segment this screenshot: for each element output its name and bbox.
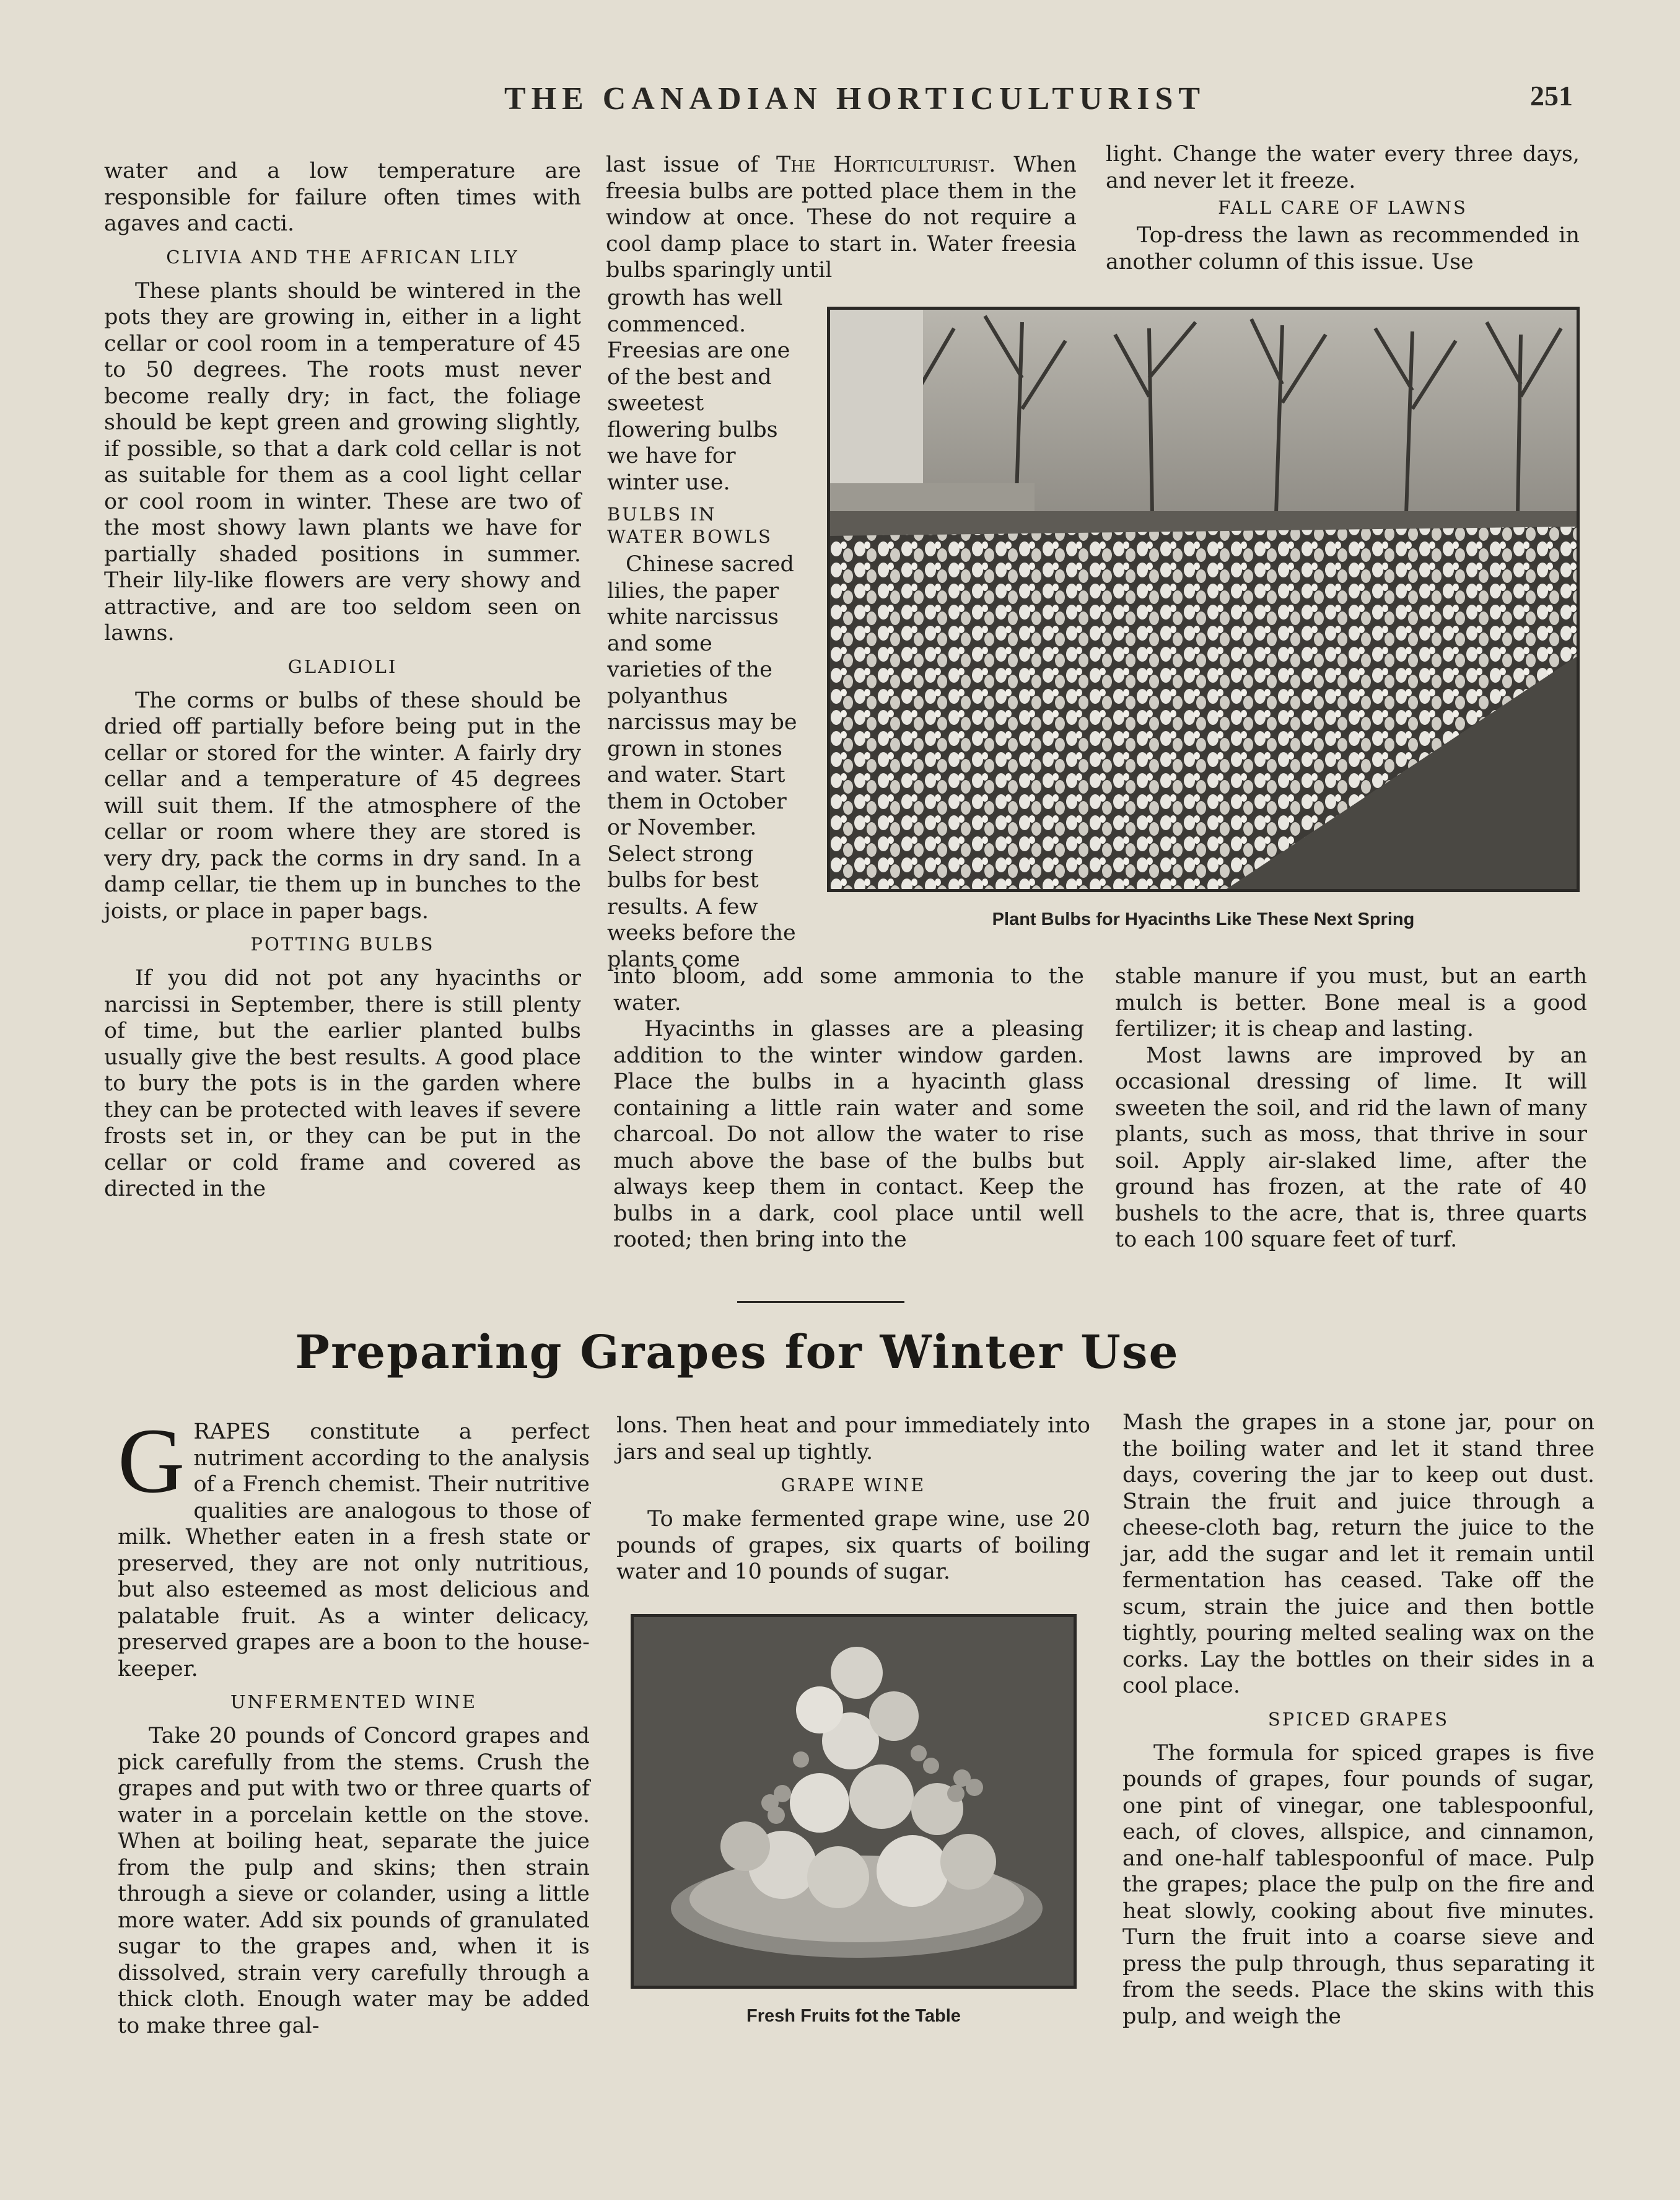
paragraph: stable manure if you must, but an earth mulch is better. Bone meal is a good fertilizer; it is cheap and lasting. bbox=[1115, 964, 1587, 1041]
paragraph: Take 20 pounds of Concord grapes and pick carefully from the stems. Crush the grapes and put with two or three quarts of water in a porcelain kettle on the stove. When at boiling heat, separate the juice from the pulp and skins; then strain through a sieve or colander, using a little more water. Add six pounds of granulated sugar to the grapes and, when it is dissolved, strain very carefully through a thick cloth. Enough water may be added to make three gal- bbox=[118, 1724, 590, 2038]
article-column-3 bbox=[1122, 1409, 1595, 2030]
top-column-2-upper bbox=[606, 152, 1077, 284]
subheading: CLIVIA AND THE AFRICAN LILY bbox=[166, 246, 519, 268]
top-column-2-narrow bbox=[607, 285, 799, 973]
article-column-2 bbox=[616, 1413, 1090, 1585]
subheading: POTTING BULBS bbox=[250, 934, 435, 955]
magazine-name: The Horticulturist bbox=[776, 152, 989, 177]
text: RAPES constitute a perfect nutriment according to the analysis of a French chemist. Their nutritive qualities are analogous to those of milk. Whether eaten in a fresh state or preserved, they are not only nutritious, but also esteemed as most delicious and palatable fruit. As a winter delicacy, preserved grapes are a boon to the house-keeper. bbox=[118, 1419, 590, 1681]
paragraph: light. Change the water every three days, and never let it freeze. bbox=[1106, 142, 1580, 193]
subheading: GRAPE WINE bbox=[781, 1475, 926, 1496]
text: last issue of bbox=[606, 152, 759, 177]
subheading: BULBS IN WATER BOWLS bbox=[607, 504, 772, 547]
paragraph: Chinese sacred lilies, the paper white narcissus and some varieties of the polyanthus narcissus may be grown in stones and water. Start them in October or November. Select strong bulbs for best results. A few weeks before the plants come bbox=[607, 552, 797, 972]
paragraph: If you did not pot any hyacinths or narcissi in September, there is still plenty of time, but the earlier planted bulbs usually give the best results. A good place to bury the pots is in the garden where they can be protected with leaves if severe frosts set in, or they can be put in the cellar or cold frame and covered as directed in the bbox=[104, 966, 581, 1201]
photo-caption: Fresh Fruits fot the Table bbox=[746, 2006, 961, 2026]
paragraph: into bloom, add some ammonia to the water. bbox=[613, 964, 1084, 1015]
article-column-1 bbox=[118, 1409, 590, 2039]
subheading: UNFERMENTED WINE bbox=[230, 1691, 477, 1712]
drop-cap: G bbox=[118, 1409, 185, 1512]
hyacinth-garden-picture bbox=[830, 310, 1577, 889]
fruit-bowl-photo bbox=[631, 1614, 1077, 1989]
subheading: SPICED GRAPES bbox=[1267, 1708, 1450, 1730]
article-headline: Preparing Grapes for Winter Use bbox=[295, 1326, 1179, 1379]
top-column-1 bbox=[104, 158, 581, 1203]
photo-caption: Plant Bulbs for Hyacinths Like These Next Spring bbox=[992, 909, 1415, 929]
page-number: 251 bbox=[1530, 80, 1573, 112]
paragraph: To make fermented grape wine, use 20 pounds of grapes, six quarts of boiling water and 10 pounds of sugar. bbox=[616, 1507, 1090, 1584]
paragraph: Top-dress the lawn as recommended in another column of this issue. Use bbox=[1106, 223, 1580, 274]
fruit-bowl-picture bbox=[634, 1617, 1074, 1986]
paragraph: These plants should be wintered in the pots they are growing in, either in a light cellar or cool room in a temperature of 45 to 50 degrees. The roots must never become really dry; in fact, the foliage should be kept green and growing slightly, if possible, so that a dark cold cellar is not as suitable for them as a cool light cellar or cool room in winter. These are two of the most showy lawn plants we have for partially shaded positions in summer. Their lily-like flowers are very showy and attractive, and are too seldom seen on lawns. bbox=[104, 278, 581, 646]
paragraph bbox=[118, 1409, 590, 1682]
paragraph: lons. Then heat and pour immediately into jars and seal up tightly. bbox=[616, 1413, 1090, 1465]
paragraph bbox=[606, 152, 1077, 284]
top-column-2-lower bbox=[613, 963, 1084, 1253]
subheading: FALL CARE OF LAWNS bbox=[1218, 197, 1468, 218]
text: . When freesia bulbs are potted place them in the window at once. These do not require a cool damp place to start in. Water freesia bulbs sparingly until bbox=[606, 152, 1077, 283]
top-column-3-lower bbox=[1115, 963, 1587, 1253]
paragraph: The corms or bulbs of these should be dried off partially before being put in the cellar or stored for the winter. A fairly dry cellar and a temperature of 45 degrees will suit them. If the atmosphere of the cellar or room where they are stored is very dry, pack the corms in dry sand. In a damp cellar, tie them up in bunches to the joists, or place in paper bags. bbox=[104, 688, 581, 924]
paragraph: growth has well commenced. Freesias are one of the best and sweetest flowering bulbs we have for winter use. bbox=[607, 286, 790, 495]
top-column-3-upper bbox=[1106, 141, 1580, 275]
paragraph: Mash the grapes in a stone jar, pour on the boiling water and let it stand three days, covering the jar to keep out dust. Strain the fruit and juice through a cheese-cloth bag, return the juice to the jar, add the sugar and let it remain until fermentation has ceased. Take off the scum, strain the juice and then bottle tightly, pouring melted sealing wax on the corks. Lay the bottles on their sides in a cool place. bbox=[1122, 1410, 1595, 1698]
running-head: THE CANADIAN HORTICULTURIST bbox=[504, 81, 1206, 116]
paragraph: water and a low temperature are responsible for failure often times with agaves and cacti. bbox=[104, 159, 581, 236]
paragraph: Hyacinths in glasses are a pleasing addition to the winter window garden. Place the bulbs in a hyacinth glass containing a little rain water and some charcoal. Do not allow the water to rise much above the base of the bulbs but always keep them in contact. Keep the bulbs in a dark, cool place until well rooted; then bring into the bbox=[613, 1017, 1084, 1252]
section-divider bbox=[737, 1301, 904, 1303]
paragraph: The formula for spiced grapes is five pounds of grapes, four pounds of sugar, one pint of vinegar, one tablespoonful, each, of cloves, allspice, and cinnamon, and one-half tablespoonful of mace. Pulp the grapes; place the pulp on the fire and heat slowly, cooking about five minutes. Turn the fruit into a coarse sieve and press the pulp through, thus separating it from the seeds. Place the skins with this pulp, and weigh the bbox=[1122, 1740, 1595, 2029]
subheading: GLADIOLI bbox=[287, 655, 398, 677]
hyacinth-photo bbox=[827, 307, 1580, 892]
paragraph: Most lawns are improved by an occasional dressing of lime. It will sweeten the soil, and rid the lawn of many plants, such as moss, that thrive in sour soil. Apply air-slaked lime, after the ground has frozen, at the rate of 40 bushels to the acre, that is, three quarts to each 100 square feet of turf. bbox=[1115, 1043, 1587, 1252]
